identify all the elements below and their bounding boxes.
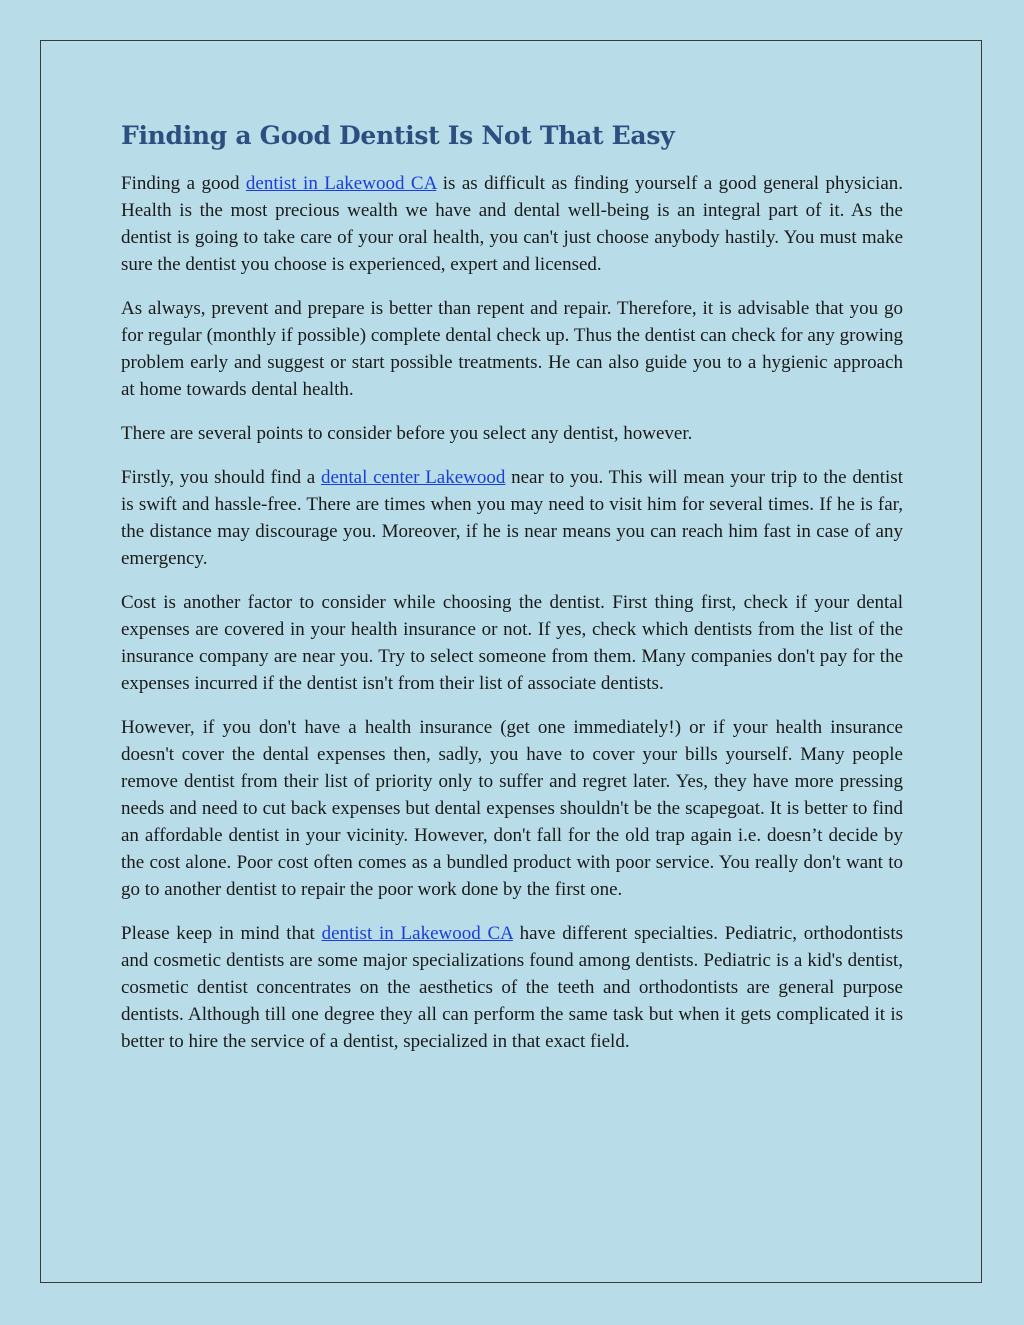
paragraph-text: Firstly, you should find a bbox=[121, 467, 321, 488]
paragraph-points: There are several points to consider before you select any dentist, however. bbox=[121, 423, 693, 444]
paragraph-text: have different specialties. Pediatric, orthodontists and cosmetic dentists are some major specializations found among dentists. Pediatric is a kid's dentist, cosmetic dentist concentrates on the aesthetics of the teeth and orthodontists are general purpose dentists. Although till one degree they all can perform the same task but when it gets complicated it is better to hire the service of a dentist, specialized in that exact field. bbox=[121, 923, 903, 1052]
paragraph-prevention: As always, prevent and prepare is better than repent and repair. Therefore, it is advisable that you go for regular (monthly if possible) complete dental check up. Thus the dentist can check for any growing problem early and suggest or start possible treatments. He can also guide you to a hygienic approach at home towards dental health. bbox=[121, 298, 903, 400]
document-content bbox=[121, 118, 903, 1072]
paragraph-text: is as difficult as finding yourself a good general physician. Health is the most precious wealth we have and dental well-being is an integral part of it. As the dentist is going to take care of your oral health, you can't just choose anybody hastily. You must make sure the dentist you choose is experienced, expert and licensed. bbox=[121, 173, 904, 275]
paragraph-text: Please keep in mind that bbox=[121, 923, 322, 944]
paragraph-specialties bbox=[121, 920, 903, 1055]
paragraph-insurance: However, if you don't have a health insurance (get one immediately!) or if your health insurance doesn't cover the dental expenses then, sadly, you have to cover your bills yourself. Many people remove dentist from their list of priority only to suffer and regret later. Yes, they have more pressing needs and need to cut back expenses but dental expenses shouldn't be the scapegoat. It is better to find an affordable dentist in your vicinity. However, don't fall for the old trap again i.e. doesn’t decide by the cost alone. Poor cost often comes as a bundled product with poor service. You really don't want to go to another dentist to repair the poor work done by the first one. bbox=[121, 717, 903, 900]
dental-center-lakewood-link[interactable]: dental center Lakewood bbox=[320, 467, 506, 488]
paragraph-cost: Cost is another factor to consider while choosing the dentist. First thing first, check if your dental expenses are covered in your health insurance or not. If yes, check which dentists from the list of the insurance company are near you. Try to select someone from them. Many companies don't pay for the expenses incurred if the dentist isn't from their list of associate dentists. bbox=[121, 592, 903, 694]
paragraph-location bbox=[121, 464, 903, 572]
paragraph-text: near to you. This will mean your trip to the dentist is swift and hassle-free. There are times when you may need to visit him for several times. If he is far, the distance may discourage you. Moreover, if he is near means you can reach him fast in case of any emergency. bbox=[121, 467, 903, 569]
paragraph-intro bbox=[121, 170, 903, 278]
dentist-lakewood-link-2[interactable]: dentist in Lakewood CA bbox=[321, 923, 513, 944]
dentist-lakewood-link[interactable]: dentist in Lakewood CA bbox=[245, 173, 437, 194]
paragraph-text: Finding a good bbox=[121, 173, 246, 194]
page-title: Finding a Good Dentist Is Not That Easy bbox=[121, 121, 675, 150]
